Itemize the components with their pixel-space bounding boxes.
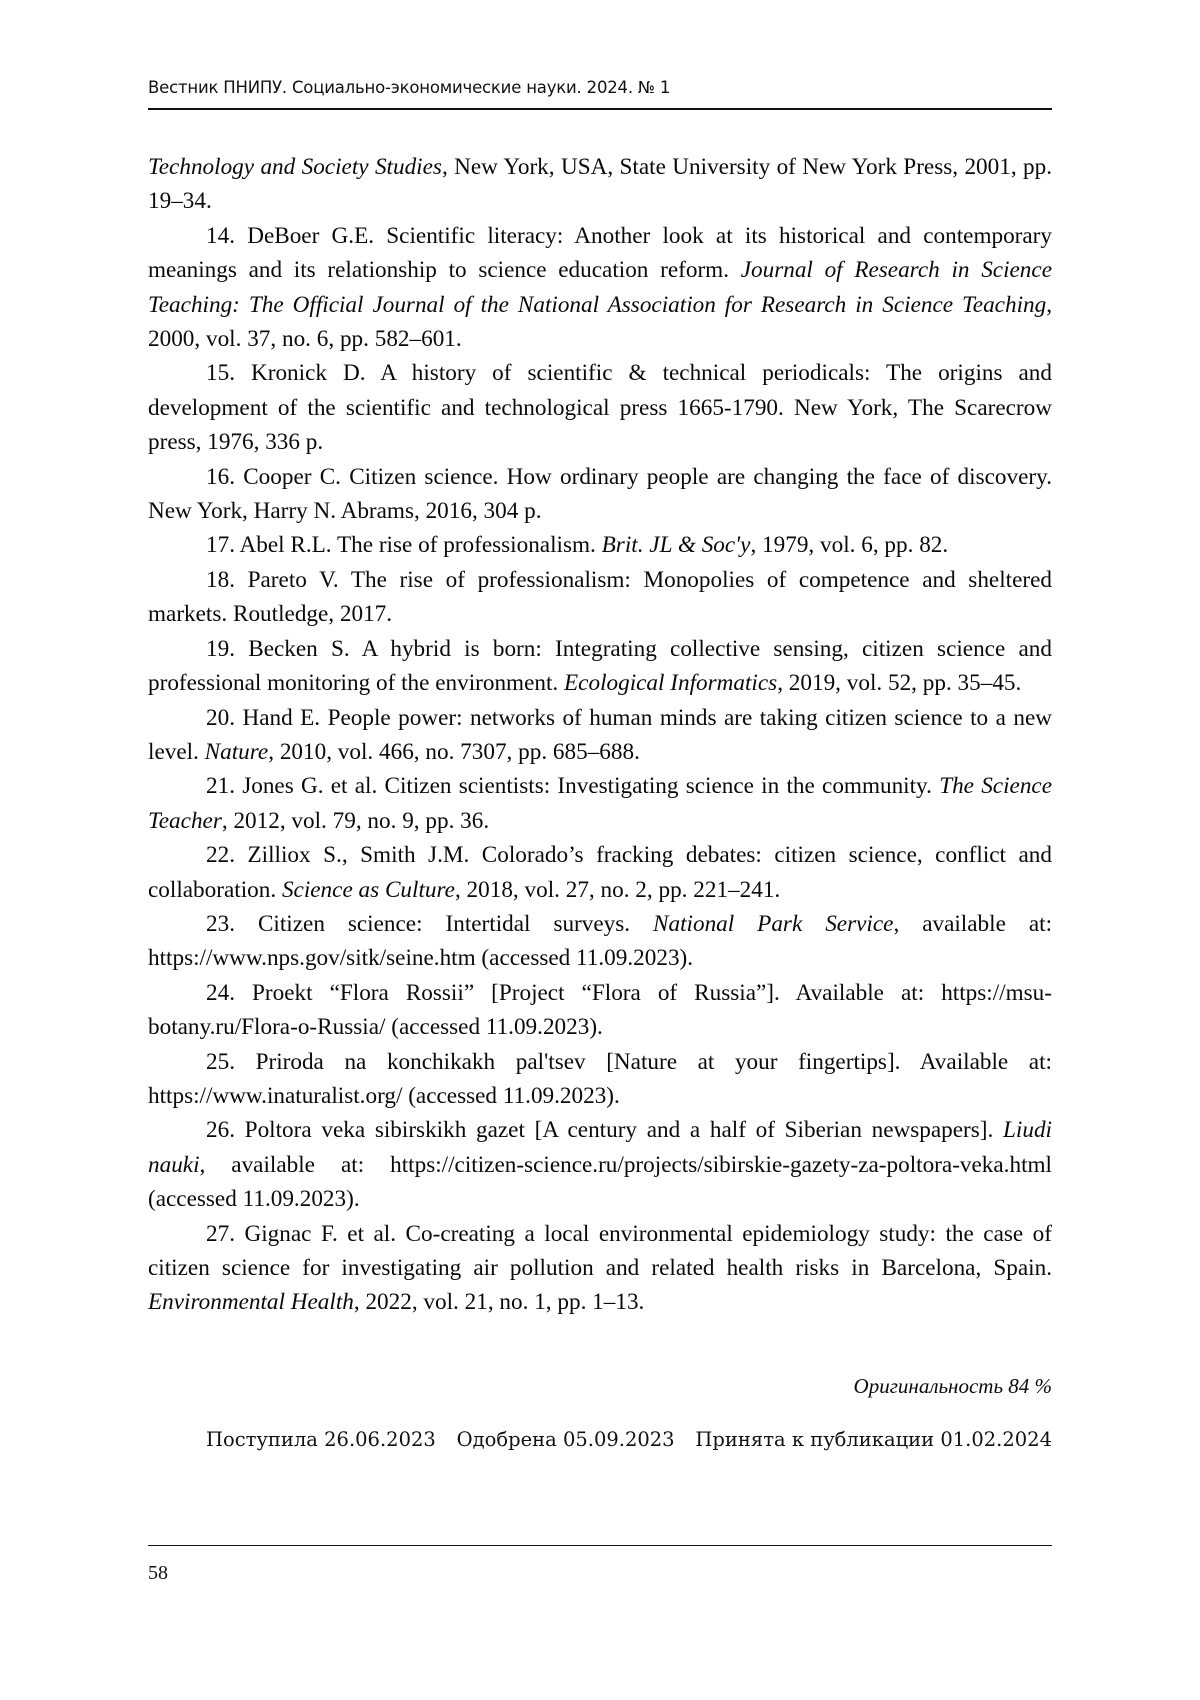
submission-dates [148, 1428, 1052, 1451]
ref-19: 19. Becken S. A hybrid is born: Integrating collective sensing, citizen science and professional monitoring of the environment. Ecological Informatics, 2019, vol. 52, pp. 35–45. [148, 635, 1052, 697]
references-list [148, 150, 1052, 1320]
date-received: Поступила 26.06.2023 [206, 1428, 436, 1451]
running-head: Вестник ПНИПУ. Социально-экономические науки. 2024. № 1 [148, 78, 671, 97]
ref-continued: Technology and Society Studies, New York, USA, State University of New York Press, 2001, pp. 19–34. [148, 154, 1052, 215]
date-accepted: Принята к публикации 01.02.2024 [695, 1428, 1052, 1451]
ref-15: 15. Kronick D. A history of scientific & technical periodicals: The origins and development of the scientific and technological press 1665-1790. New York, The Scarecrow press, 1976, 336 p. [148, 360, 1052, 456]
ref-14: 14. DeBoer G.E. Scientific literacy: Another look at its historical and contemporary meanings and its relationship to science education reform. Journal of Research in Science Teaching: The Official Journal of the National Association for Research in Science Teaching, 2000, vol. 37, no. 6, pp. 582–601. [148, 222, 1052, 353]
ref-27: 27. Gignac F. et al. Co-creating a local environmental epidemiology study: the case of citizen science for investigating air pollution and related health risks in Barcelona, Spain. Environmental Health, 2022, vol. 21, no. 1, pp. 1–13. [148, 1220, 1052, 1316]
ref-20: 20. Hand E. People power: networks of human minds are taking citizen science to a new level. Nature, 2010, vol. 466, no. 7307, pp. 685–688. [148, 704, 1052, 765]
ref-17: 17. Abel R.L. The rise of professionalism. Brit. JL & Soc'y, 1979, vol. 6, pp. 82. [206, 532, 949, 559]
page-number: 58 [148, 1562, 168, 1584]
ref-21: 21. Jones G. et al. Citizen scientists: Investigating science in the community. The Science Teacher, 2012, vol. 79, no. 9, pp. 36. [148, 773, 1053, 834]
originality-note: Оригинальность 84 % [853, 1374, 1052, 1398]
ref-18: 18. Pareto V. The rise of professionalism: Monopolies of competence and sheltered markets. Routledge, 2017. [148, 566, 1052, 628]
footer-rule [148, 1545, 1052, 1546]
date-approved: Одобрена 05.09.2023 [456, 1428, 675, 1451]
ref-22: 22. Zilliox S., Smith J.M. Colorado’s fracking debates: citizen science, conflict and collaboration. Science as Culture, 2018, vol. 27, no. 2, pp. 221–241. [148, 842, 1052, 903]
ref-24: 24. Proekt “Flora Rossii” [Project “Flora of Russia”]. Available at: https://msu-botany.ru/Flora-o-Russia/ (accessed 11.09.2023). [148, 979, 1052, 1041]
ref-25: 25. Priroda na konchikakh pal'tsev [Nature at your fingertips]. Available at: https://www.inaturalist.org/ (accessed 11.09.2023). [148, 1048, 1052, 1109]
ref-16: 16. Cooper C. Citizen science. How ordinary people are changing the face of discovery. New York, Harry N. Abrams, 2016, 304 p. [148, 463, 1052, 525]
ref-23: 23. Citizen science: Intertidal surveys. National Park Service, available at: https://www.nps.gov/sitk/seine.htm (accessed 11.09.2023). [148, 910, 1053, 972]
header-rule [148, 108, 1052, 110]
ref-26: 26. Poltora veka sibirskikh gazet [A century and a half of Siberian newspapers]. Liudi nauki, available at: https://citizen-science.ru/projects/sibirskie-gazety-za-poltora-veka.html (accessed 11.09.2023). [148, 1117, 1052, 1213]
